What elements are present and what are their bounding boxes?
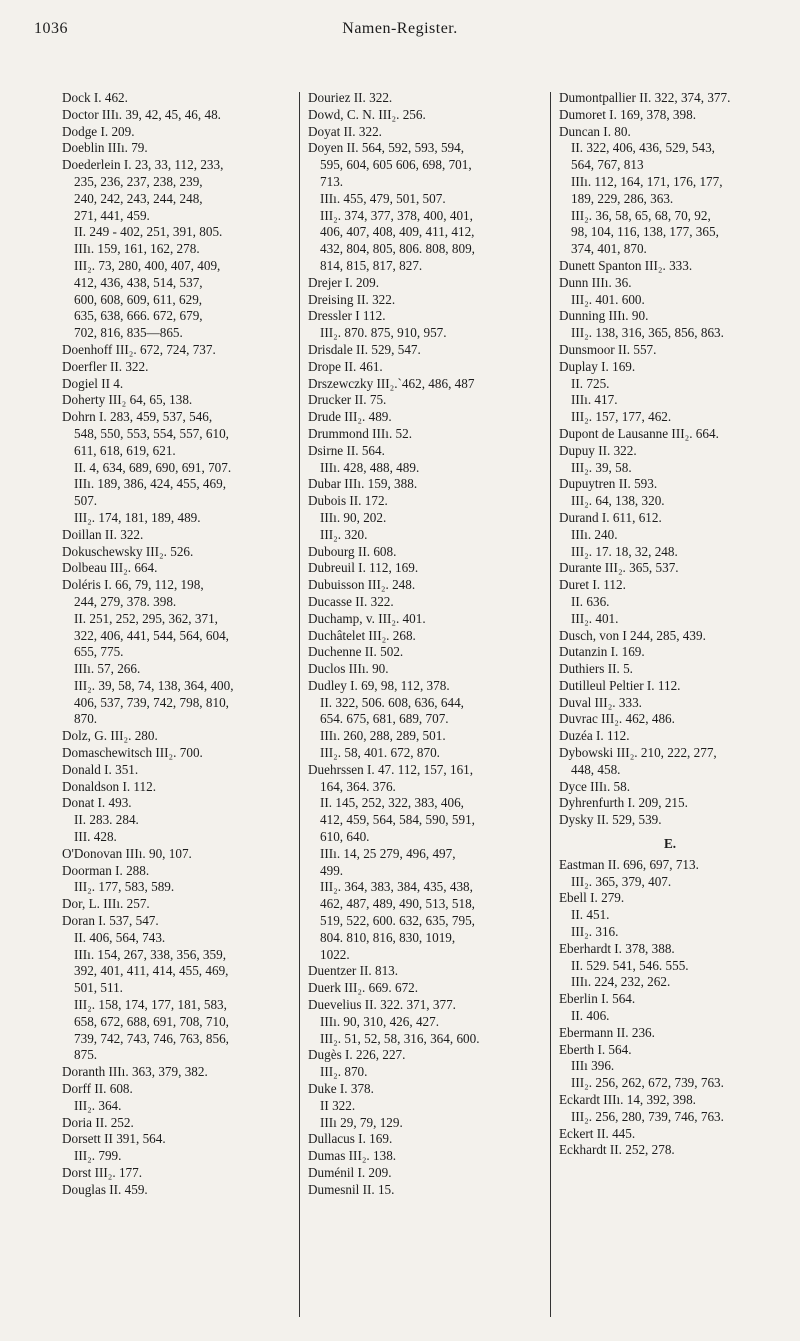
index-entry: Doherty III₂ 64, 65, 138. bbox=[62, 392, 193, 408]
index-subentry: IIIı. 90, 202. bbox=[320, 509, 387, 525]
index-subentry: IIIı. 428, 488, 489. bbox=[320, 459, 420, 475]
index-subentry: 412, 436, 438, 514, 537, bbox=[74, 274, 203, 290]
index-subentry: II. 322, 406, 436, 529, 543, bbox=[571, 140, 715, 156]
index-entry: Drucker II. 75. bbox=[308, 392, 387, 408]
index-entry: Doerfler II. 322. bbox=[62, 358, 149, 374]
index-entry: Duret I. 112. bbox=[559, 577, 626, 593]
index-entry: O'Donovan IIIı. 90, 107. bbox=[62, 845, 192, 861]
index-subentry: IIIı. 455, 479, 501, 507. bbox=[320, 190, 446, 206]
index-subentry: IIIı. 154, 267, 338, 356, 359, bbox=[74, 946, 227, 962]
index-entry: Dorff II. 608. bbox=[62, 1081, 133, 1097]
index-subentry: III₂. 364. bbox=[74, 1097, 122, 1113]
index-entry: Dutanzin I. 169. bbox=[559, 644, 645, 660]
index-entry: Dohrn I. 283, 459, 537, 546, bbox=[62, 409, 213, 425]
index-subentry: 499. bbox=[320, 862, 344, 878]
index-subentry: III₂. 36, 58, 65, 68, 70, 92, bbox=[571, 207, 711, 223]
index-subentry: III₂. 364, 383, 384, 435, 438, bbox=[320, 879, 473, 895]
index-entry: Dock I. 462. bbox=[62, 90, 128, 105]
index-subentry: 244, 279, 378. 398. bbox=[74, 593, 177, 609]
index-subentry: 658, 672, 688, 691, 708, 710, bbox=[74, 1013, 229, 1029]
index-subentry: 271, 441, 459. bbox=[74, 207, 150, 223]
index-entry: Duménil I. 209. bbox=[308, 1165, 392, 1180]
index-entry: Drude III₂. 489. bbox=[308, 409, 392, 425]
index-entry: Dumesnil II. 15. bbox=[308, 1181, 395, 1197]
index-entry: Dupuytren II. 593. bbox=[559, 476, 658, 492]
index-subentry: III₂. 870. 875, 910, 957. bbox=[320, 325, 447, 341]
index-subentry: II. 145, 252, 322, 383, 406, bbox=[320, 795, 464, 811]
index-subentry: III₂. 39, 58, 74, 138, 364, 400, bbox=[74, 677, 234, 693]
index-subentry: II. 283. 284. bbox=[74, 812, 139, 828]
index-entry: Durante III₂. 365, 537. bbox=[559, 560, 679, 576]
index-entry: Domaschewitsch III₂. 700. bbox=[62, 745, 203, 761]
index-entry: Ducasse II. 322. bbox=[308, 593, 394, 609]
index-entry: Dysky II. 529, 539. bbox=[559, 812, 662, 828]
index-subentry: III₂. 799. bbox=[74, 1148, 122, 1164]
index-subentry: II. 251, 252, 295, 362, 371, bbox=[74, 610, 218, 626]
index-entry: Dumas III₂. 138. bbox=[308, 1148, 397, 1164]
index-subentry: 507. bbox=[74, 493, 98, 509]
index-entry: Dreising II. 322. bbox=[308, 291, 396, 307]
index-entry: Duchamp, v. III₂. 401. bbox=[308, 610, 426, 626]
index-entry: Duke I. 378. bbox=[308, 1081, 374, 1097]
index-entry: Dumontpallier II. 322, 374, 377. bbox=[559, 90, 731, 105]
index-entry: Doran I. 537, 547. bbox=[62, 913, 159, 929]
index-subentry: III₂. 374, 377, 378, 400, 401, bbox=[320, 207, 473, 223]
index-subentry: III₂. 73, 280, 400, 407, 409, bbox=[74, 257, 221, 273]
index-subentry: IIIı 396. bbox=[571, 1058, 615, 1074]
index-entry: Dorst III₂. 177. bbox=[62, 1165, 143, 1180]
index-entry: Dolz, G. III₂. 280. bbox=[62, 728, 158, 744]
index-entry: Dudley I. 69, 98, 112, 378. bbox=[308, 677, 450, 693]
index-entry: Duclos IIIı. 90. bbox=[308, 661, 389, 677]
index-subentry: III₂. 365, 379, 407. bbox=[571, 873, 672, 889]
index-entry: Donaldson I. 112. bbox=[62, 778, 157, 794]
index-entry: Dubois II. 172. bbox=[308, 493, 388, 509]
index-entry: Dokuschewsky III₂. 526. bbox=[62, 543, 194, 559]
index-subentry: 875. bbox=[74, 1047, 98, 1063]
index-entry: Donald I. 351. bbox=[62, 761, 139, 777]
index-entry: Dowd, C. N. III₂. 256. bbox=[308, 106, 426, 122]
index-entry: Dolbeau III₂. 664. bbox=[62, 560, 158, 576]
index-subentry: 635, 638, 666. 672, 679, bbox=[74, 308, 203, 324]
index-subentry: III₂. 138, 316, 365, 856, 863. bbox=[571, 325, 724, 341]
index-subentry: III₂. 870. bbox=[320, 1064, 368, 1080]
index-subentry: 98, 104, 116, 138, 177, 365, bbox=[571, 224, 719, 240]
index-subentry: 392, 401, 411, 414, 455, 469, bbox=[74, 963, 229, 979]
column-divider bbox=[550, 92, 551, 1317]
index-entry: Dsirne II. 564. bbox=[308, 442, 385, 458]
index-subentry: 548, 550, 553, 554, 557, 610, bbox=[74, 425, 229, 441]
index-entry: Dor, L. IIIı. 257. bbox=[62, 896, 150, 912]
index-subentry: III₂. 320. bbox=[320, 526, 368, 542]
index-subentry: 611, 618, 619, 621. bbox=[74, 442, 176, 458]
index-entry: Doorman I. 288. bbox=[62, 862, 150, 878]
index-subentry: 702, 816, 835—865. bbox=[74, 325, 183, 341]
index-entry: Drisdale II. 529, 547. bbox=[308, 341, 421, 357]
index-entry: Doenhoff III₂. 672, 724, 737. bbox=[62, 341, 216, 357]
index-subentry: III₂. 17. 18, 32, 248. bbox=[571, 543, 678, 559]
index-entry: Dunett Spanton III₂. 333. bbox=[559, 257, 693, 273]
index-subentry: 1022. bbox=[320, 946, 350, 962]
index-subentry: III₂. 58, 401. 672, 870. bbox=[320, 745, 440, 761]
index-entry: Eberlin I. 564. bbox=[559, 991, 636, 1007]
index-subentry: II. 451. bbox=[571, 907, 610, 923]
index-entry: Duplay I. 169. bbox=[559, 358, 636, 374]
index-subentry: II. 249 - 402, 251, 391, 805. bbox=[74, 224, 223, 240]
index-subentry: IIIı. 112, 164, 171, 176, 177, bbox=[571, 173, 723, 189]
index-subentry: III₂. 401. bbox=[571, 610, 619, 626]
index-entry: Dunning IIIı. 90. bbox=[559, 308, 649, 324]
index-entry: Eckert II. 445. bbox=[559, 1125, 636, 1141]
index-subentry: III₂. 157, 177, 462. bbox=[571, 409, 672, 425]
index-subentry: IIIı. 417. bbox=[571, 392, 618, 408]
index-subentry: III₂. 177, 583, 589. bbox=[74, 879, 175, 895]
index-entry: Drope II. 461. bbox=[308, 358, 383, 374]
index-subentry: 240, 242, 243, 244, 248, bbox=[74, 190, 203, 206]
index-entry: Dupont de Lausanne III₂. 664. bbox=[559, 425, 719, 441]
index-subentry: 655, 775. bbox=[74, 644, 124, 660]
index-subentry: 501, 511. bbox=[74, 980, 123, 996]
index-entry: Doeblin IIIı. 79. bbox=[62, 140, 148, 156]
index-entry: Eckhardt II. 252, 278. bbox=[559, 1142, 675, 1158]
index-entry: Doléris I. 66, 79, 112, 198, bbox=[62, 577, 204, 593]
index-entry: Doederlein I. 23, 33, 112, 233, bbox=[62, 157, 224, 173]
index-entry: Durand I. 611, 612. bbox=[559, 509, 662, 525]
index-entry: Drummond IIIı. 52. bbox=[308, 425, 413, 441]
index-entry: Duval III₂. 333. bbox=[559, 694, 642, 710]
index-entry: Duzéa I. 112. bbox=[559, 728, 630, 744]
index-entry: Donat I. 493. bbox=[62, 795, 132, 811]
page-header bbox=[0, 10, 800, 42]
index-entry: Dusch, von I 244, 285, 439. bbox=[559, 627, 706, 643]
index-subentry: 519, 522, 600. 632, 635, 795, bbox=[320, 913, 475, 929]
index-entry: Drszewczky III₂.`462, 486, 487 bbox=[308, 375, 475, 391]
index-entry: Eckardt IIIı. 14, 392, 398. bbox=[559, 1092, 696, 1108]
index-subentry: 870. bbox=[74, 711, 98, 727]
index-subentry: II. 4, 634, 689, 690, 691, 707. bbox=[74, 459, 232, 475]
index-subentry: IIIı. 224, 232, 262. bbox=[571, 974, 671, 990]
index-entry: Dutilleul Peltier I. 112. bbox=[559, 677, 681, 693]
page-title: Namen-Register. bbox=[342, 20, 458, 37]
index-entry: Ebell I. 279. bbox=[559, 890, 625, 906]
index-entry: Duvrac III₂. 462, 486. bbox=[559, 711, 675, 727]
index-subentry: 739, 742, 743, 746, 763, 856, bbox=[74, 1030, 229, 1046]
index-subentry: 610, 640. bbox=[320, 829, 370, 845]
index-subentry: IIIı. 240. bbox=[571, 526, 618, 542]
index-entry: Eberth I. 564. bbox=[559, 1041, 632, 1057]
index-subentry: III₂. 316. bbox=[571, 924, 619, 940]
index-subentry: 412, 459, 564, 584, 590, 591, bbox=[320, 812, 475, 828]
index-subentry: III₂. 174, 181, 189, 489. bbox=[74, 509, 201, 525]
index-entry: Duncan I. 80. bbox=[559, 123, 631, 139]
index-subentry: IIIı. 189, 386, 424, 455, 469, bbox=[74, 476, 227, 492]
index-subentry: II 322. bbox=[320, 1097, 356, 1113]
index-entry: Dunn IIIı. 36. bbox=[559, 274, 632, 290]
index-subentry: 189, 229, 286, 363. bbox=[571, 190, 674, 206]
index-subentry: 804. 810, 816, 830, 1019, bbox=[320, 929, 456, 945]
index-subentry: II. 529. 541, 546. 555. bbox=[571, 957, 689, 973]
index-entry: Doranth IIIı. 363, 379, 382. bbox=[62, 1064, 208, 1080]
column-divider bbox=[299, 92, 300, 1317]
index-subentry: III₂. 64, 138, 320. bbox=[571, 493, 665, 509]
index-subentry: III. 428. bbox=[74, 829, 117, 845]
index-entry: Ebermann II. 236. bbox=[559, 1024, 655, 1040]
index-entry: Duehrssen I. 47. 112, 157, 161, bbox=[308, 761, 474, 777]
index-subentry: II. 636. bbox=[571, 593, 610, 609]
index-column-3 bbox=[559, 90, 781, 1159]
index-subentry: IIIı 29, 79, 129. bbox=[320, 1114, 403, 1130]
index-subentry: IIIı. 14, 25 279, 496, 497, bbox=[320, 845, 456, 861]
index-entry: Dyce IIIı. 58. bbox=[559, 778, 631, 794]
index-entry: Dugès I. 226, 227. bbox=[308, 1047, 406, 1063]
index-subentry: IIIı. 57, 266. bbox=[74, 661, 141, 677]
index-entry: Duentzer II. 813. bbox=[308, 963, 399, 979]
index-entry: Dupuy II. 322. bbox=[559, 442, 637, 458]
index-column-1 bbox=[62, 90, 267, 1199]
index-entry: Dubourg II. 608. bbox=[308, 543, 397, 559]
index-entry: Dybowski III₂. 210, 222, 277, bbox=[559, 745, 717, 761]
index-entry: Douglas II. 459. bbox=[62, 1181, 148, 1197]
index-column-2 bbox=[308, 90, 518, 1199]
index-subentry: 164, 364. 376. bbox=[320, 778, 396, 794]
index-entry: Doria II. 252. bbox=[62, 1114, 134, 1130]
index-subentry: 322, 406, 441, 544, 564, 604, bbox=[74, 627, 229, 643]
index-entry: Dubar IIIı. 159, 388. bbox=[308, 476, 418, 492]
index-subentry: IIIı. 159, 161, 162, 278. bbox=[74, 241, 200, 257]
index-subentry: 406, 537, 739, 742, 798, 810, bbox=[74, 694, 229, 710]
index-subentry: 814, 815, 817, 827. bbox=[320, 257, 423, 273]
index-subentry: III₂. 256, 280, 739, 746, 763. bbox=[571, 1108, 724, 1124]
index-subentry: 654. 675, 681, 689, 707. bbox=[320, 711, 449, 727]
index-subentry: III₂. 256, 262, 672, 739, 763. bbox=[571, 1075, 724, 1091]
index-entry: Dunsmoor II. 557. bbox=[559, 341, 657, 357]
index-subentry: 564, 767, 813 bbox=[571, 157, 644, 173]
index-entry: Duthiers II. 5. bbox=[559, 661, 633, 677]
index-entry: Duchâtelet III₂. 268. bbox=[308, 627, 416, 643]
index-subentry: 462, 487, 489, 490, 513, 518, bbox=[320, 896, 475, 912]
index-subentry: II. 725. bbox=[571, 375, 610, 391]
index-subentry: IIIı. 90, 310, 426, 427. bbox=[320, 1013, 440, 1029]
index-subentry: III₂. 51, 52, 58, 316, 364, 600. bbox=[320, 1030, 480, 1046]
index-entry: Drejer I. 209. bbox=[308, 274, 380, 290]
index-entry: Dyhrenfurth I. 209, 215. bbox=[559, 795, 688, 811]
index-entry: Doyat II. 322. bbox=[308, 123, 382, 139]
index-subentry: 374, 401, 870. bbox=[571, 241, 647, 257]
index-entry: Dumoret I. 169, 378, 398. bbox=[559, 106, 696, 122]
index-entry: Dorsett II 391, 564. bbox=[62, 1131, 166, 1147]
index-subentry: 595, 604, 605 606, 698, 701, bbox=[320, 157, 472, 173]
index-subentry: 235, 236, 237, 238, 239, bbox=[74, 173, 203, 189]
page-number: 1036 bbox=[34, 20, 68, 37]
index-entry: Dressler I 112. bbox=[308, 308, 386, 324]
index-entry: Doyen II. 564, 592, 593, 594, bbox=[308, 140, 465, 156]
index-subentry: IIIı. 260, 288, 289, 501. bbox=[320, 728, 446, 744]
index-subentry: 432, 804, 805, 806. 808, 809, bbox=[320, 241, 475, 257]
index-entry: Duerk III₂. 669. 672. bbox=[308, 980, 419, 996]
index-entry: Eberhardt I. 378, 388. bbox=[559, 940, 675, 956]
index-entry: Dodge I. 209. bbox=[62, 123, 135, 139]
index-entry: Duchenne II. 502. bbox=[308, 644, 404, 660]
index-entry: Doillan II. 322. bbox=[62, 526, 144, 542]
index-entry: Duevelius II. 322. 371, 377. bbox=[308, 997, 456, 1013]
index-subentry: 600, 608, 609, 611, 629, bbox=[74, 291, 203, 307]
index-subentry: II. 322, 506. 608, 636, 644, bbox=[320, 694, 464, 710]
index-entry: Dogiel II 4. bbox=[62, 375, 124, 391]
index-entry: Doctor IIIı. 39, 42, 45, 46, 48. bbox=[62, 106, 221, 122]
index-subentry: II. 406, 564, 743. bbox=[74, 929, 166, 945]
section-letter: E. bbox=[663, 836, 677, 852]
index-entry: Dullacus I. 169. bbox=[308, 1131, 393, 1147]
index-subentry: III₂. 158, 174, 177, 181, 583, bbox=[74, 997, 227, 1013]
index-subentry: II. 406. bbox=[571, 1008, 610, 1024]
index-subentry: III₂. 39, 58. bbox=[571, 459, 632, 475]
index-entry: Eastman II. 696, 697, 713. bbox=[559, 856, 699, 872]
index-subentry: III₂. 401. 600. bbox=[571, 291, 645, 307]
index-subentry: 713. bbox=[320, 173, 344, 189]
index-subentry: 448, 458. bbox=[571, 761, 621, 777]
index-entry: Dubuisson III₂. 248. bbox=[308, 577, 416, 593]
index-entry: Douriez II. 322. bbox=[308, 90, 393, 105]
index-subentry: 406, 407, 408, 409, 411, 412, bbox=[320, 224, 475, 240]
index-entry: Dubreuil I. 112, 169. bbox=[308, 560, 419, 576]
